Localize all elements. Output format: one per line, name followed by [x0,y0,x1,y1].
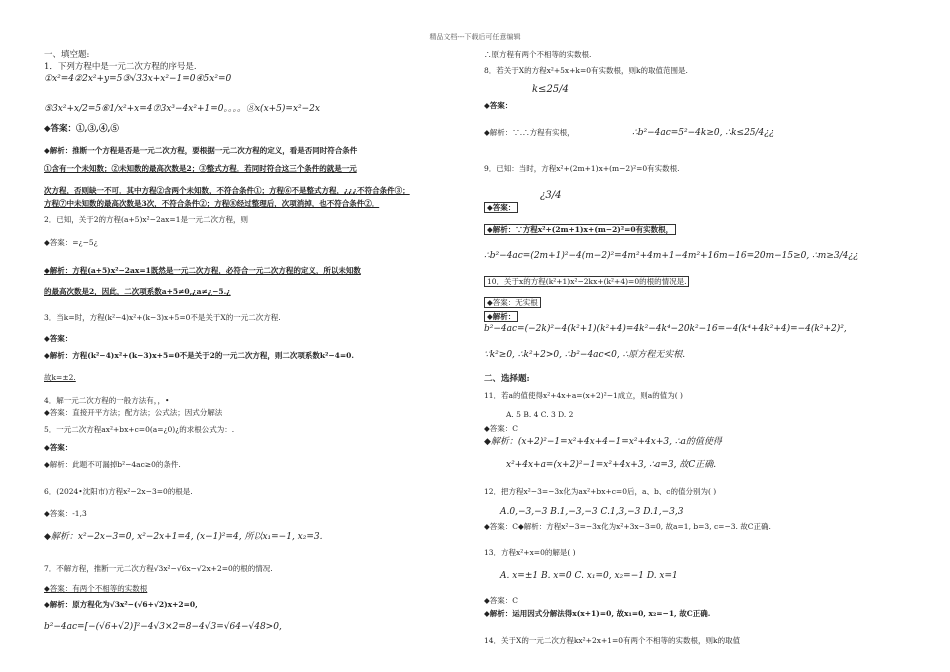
section-title-fill: 一、填空题: [44,50,90,60]
q11-analysis-1: ◆解析：(x+2)²−1=x²+4x+4−1=x²+4x+3, ∴a的值使得 [484,437,722,447]
q10-analysis-1: b²−4ac=(−2k)²−4(k²+1)(k²+4)=4k²−4k⁴−20k²−16=−4(k⁴+4k²+4)=−4(k²+2)², [484,324,847,334]
q1-equations-b: ⑤3x²+x/2=5⑥1/x²+x=4⑦3x³−4x²+1=0。。。。⑧x(x+5)=x²−2x [44,104,320,114]
q7-answer: ◆答案：有两个不相等的实数根 [44,584,148,593]
q8-answer-value: k≤25/4 [532,84,569,95]
q3-conclusion: 故k=±2. [44,373,76,382]
q9-answer-label: ◆答案： [484,202,518,213]
q8-analysis-2: ∴b²−4ac=5²−4k≥0, ∴k≤25/4¿¿ [632,128,774,138]
q11-options: A. 5 B. 4 C. 3 D. 2 [506,410,574,419]
question-10: 10．关于x的方程(k²+1)x²−2kx+(k²+4)=0的根的情况是. [484,276,689,287]
q4-answer: ◆答案：直接开平方法；配方法；公式法；因式分解法 [44,408,223,417]
q11-answer: ◆答案：C [484,424,519,433]
q7-conclusion: ∴原方程有两个不相等的实数根. [484,50,592,59]
question-12: 12．把方程x²−3=−3x化为ax²+bx+c=0后，a、b、c的值分别为( ) [484,487,717,496]
q1-analysis-1: ◆解析：推断一个方程是否是一元二次方程，要根据一元二次方程的定义，看是否同时符合条件 [44,146,358,155]
q6-answer: ◆答案：-1,3 [44,509,87,518]
question-14: 14．关于X的一元二次方程kx²+2x+1=0有两个不相等的实数根，则k的取值 [484,636,741,645]
page-header: 精品文档---下载后可任意编辑 [429,33,521,41]
question-8: 8．若关于X的方程x²+5x+k=0有实数根，则k的取值范围是. [484,66,688,75]
q10-analysis-2: ∵k²≥0, ∴k²+2>0, ∴b²−4ac<0, ∴原方程无实根. [484,350,686,360]
question-11: 11．若a的值使得x²+4x+a=(x+2)²−1成立，则a的值为( ) [484,391,683,400]
q9-analysis-2: ∴b²−4ac=(2m+1)²−4(m−2)²=4m²+4m+1−4m²+16m−16=20m−15≥0, ∴m≥3/4¿¿ [484,251,859,261]
q1-analysis-2: ①含有一个未知数；②未知数的最高次数是2；③整式方程．若同时符合这三个条件的就是一元 [44,164,357,173]
q1-analysis-3: 次方程，否则缺一不可．其中方程②含两个未知数，不符合条件①；方程⑥不是整式方程，¿¿¿不符合条件③； [44,186,410,195]
section-title-choice: 二、选择题: [484,374,530,384]
q2-analysis-2: 的最高次数是2，因此，二次项系数a+5≠0,¿a≠¿−5.¿ [44,287,231,296]
q12-options: A.0,−3,−3 B.1,−3,−3 C.1,3,−3 D.1,−3,3 [500,507,684,517]
q10-answer: ◆答案：无实根 [484,297,541,308]
question-1: 1．下列方程中是一元二次方程的序号是. [44,62,197,72]
q6-analysis: ◆解析：x²−2x−3=0, x²−2x+1=4, (x−1)²=4, 所以x₁=−1, x₂=3. [44,532,323,542]
q13-answer: ◆答案：C [484,596,519,605]
q13-analysis: ◆解析：运用因式分解法得x(x+1)=0, 故x₁=0, x₂=−1, 故C正确. [484,609,711,618]
question-7: 7．不解方程，推断一元二次方程√3x²−√6x−√2x+2=0的根的情况. [44,564,273,573]
q3-analysis: ◆解析：方程(k²−4)x²+(k−3)x+5=0不是关于2的一元二次方程，则二次项系数k²−4=0. [44,351,354,360]
question-9: 9．已知：当时，方程x²+(2m+1)x+(m−2)²=0有实数根. [484,164,680,173]
question-4: 4．解一元二次方程的一般方法有，，• [44,396,170,405]
q3-answer: ◆答案： [44,334,73,343]
q1-answer: ◆答案：①,③,④,⑤ [44,124,119,134]
question-6: 6．(2024•沈阳市)方程x²−2x−3=0的根是. [44,487,193,496]
question-5: 5．一元二次方程ax²+bx+c=0(a=¿0)¿的求根公式为：. [44,425,235,434]
q5-analysis: ◆解析：此题不可漏掉b²−4ac≥0的条件. [44,460,181,469]
question-13: 13．方程x²+x=0的解是( ) [484,548,576,557]
q7-analysis-1: ◆解析：原方程化为√3x²−(√6+√2)x+2=0, [44,600,198,609]
q13-options: A. x=±1 B. x=0 C. x₁=0, x₂=−1 D. x=1 [500,571,678,581]
q5-answer: ◆答案： [44,443,73,452]
q7-analysis-2: b²−4ac=[−(√6+√2)]²−4√3×2=8−4√3=√64−√48>0, [44,622,282,632]
q1-analysis-4: 方程⑦中未知数的最高次数是3次，不符合条件②；方程⑧经过整理后，次项消掉，也不符合条件②． [44,199,380,208]
q1-equations-a: ①x²=4②2x²+y=5③√33x+x²−1=0④5x²=0 [44,74,232,84]
q11-analysis-2: x²+4x+a=(x+2)²−1=x²+4x+3, ∴a=3, 故C正确. [506,460,717,470]
q2-analysis-1: ◆解析：方程(a+5)x²−2ax=1既然是一元二次方程，必符合一元二次方程的定义，所以未知数 [44,266,361,275]
q8-analysis-1: ◆解析：∵.∴方程有实根， [484,128,575,137]
q2-answer: ◆答案：=¿−5¿ [44,238,98,247]
question-2: 2．已知，关于2的方程(a+5)x²−2ax=1是一元二次方程，则 [44,215,248,224]
q9-answer-value: ¿3/4 [540,190,562,201]
q10-analysis-label: ◆解析： [484,311,518,322]
q9-analysis-1: ◆解析：∵方程x²+(2m+1)x+(m−2)²=0有实数根， [484,224,676,235]
q12-answer-analysis: ◆答案：C◆解析：方程x²−3=−3x化为x²+3x−3=0, 故a=1, b=3, c=−3. 故C正确. [484,522,771,531]
question-3: 3．当k=时，方程(k²−4)x²+(k−3)x+5=0不是关于X的一元二次方程. [44,313,281,322]
q8-answer-label: ◆答案： [484,101,513,110]
